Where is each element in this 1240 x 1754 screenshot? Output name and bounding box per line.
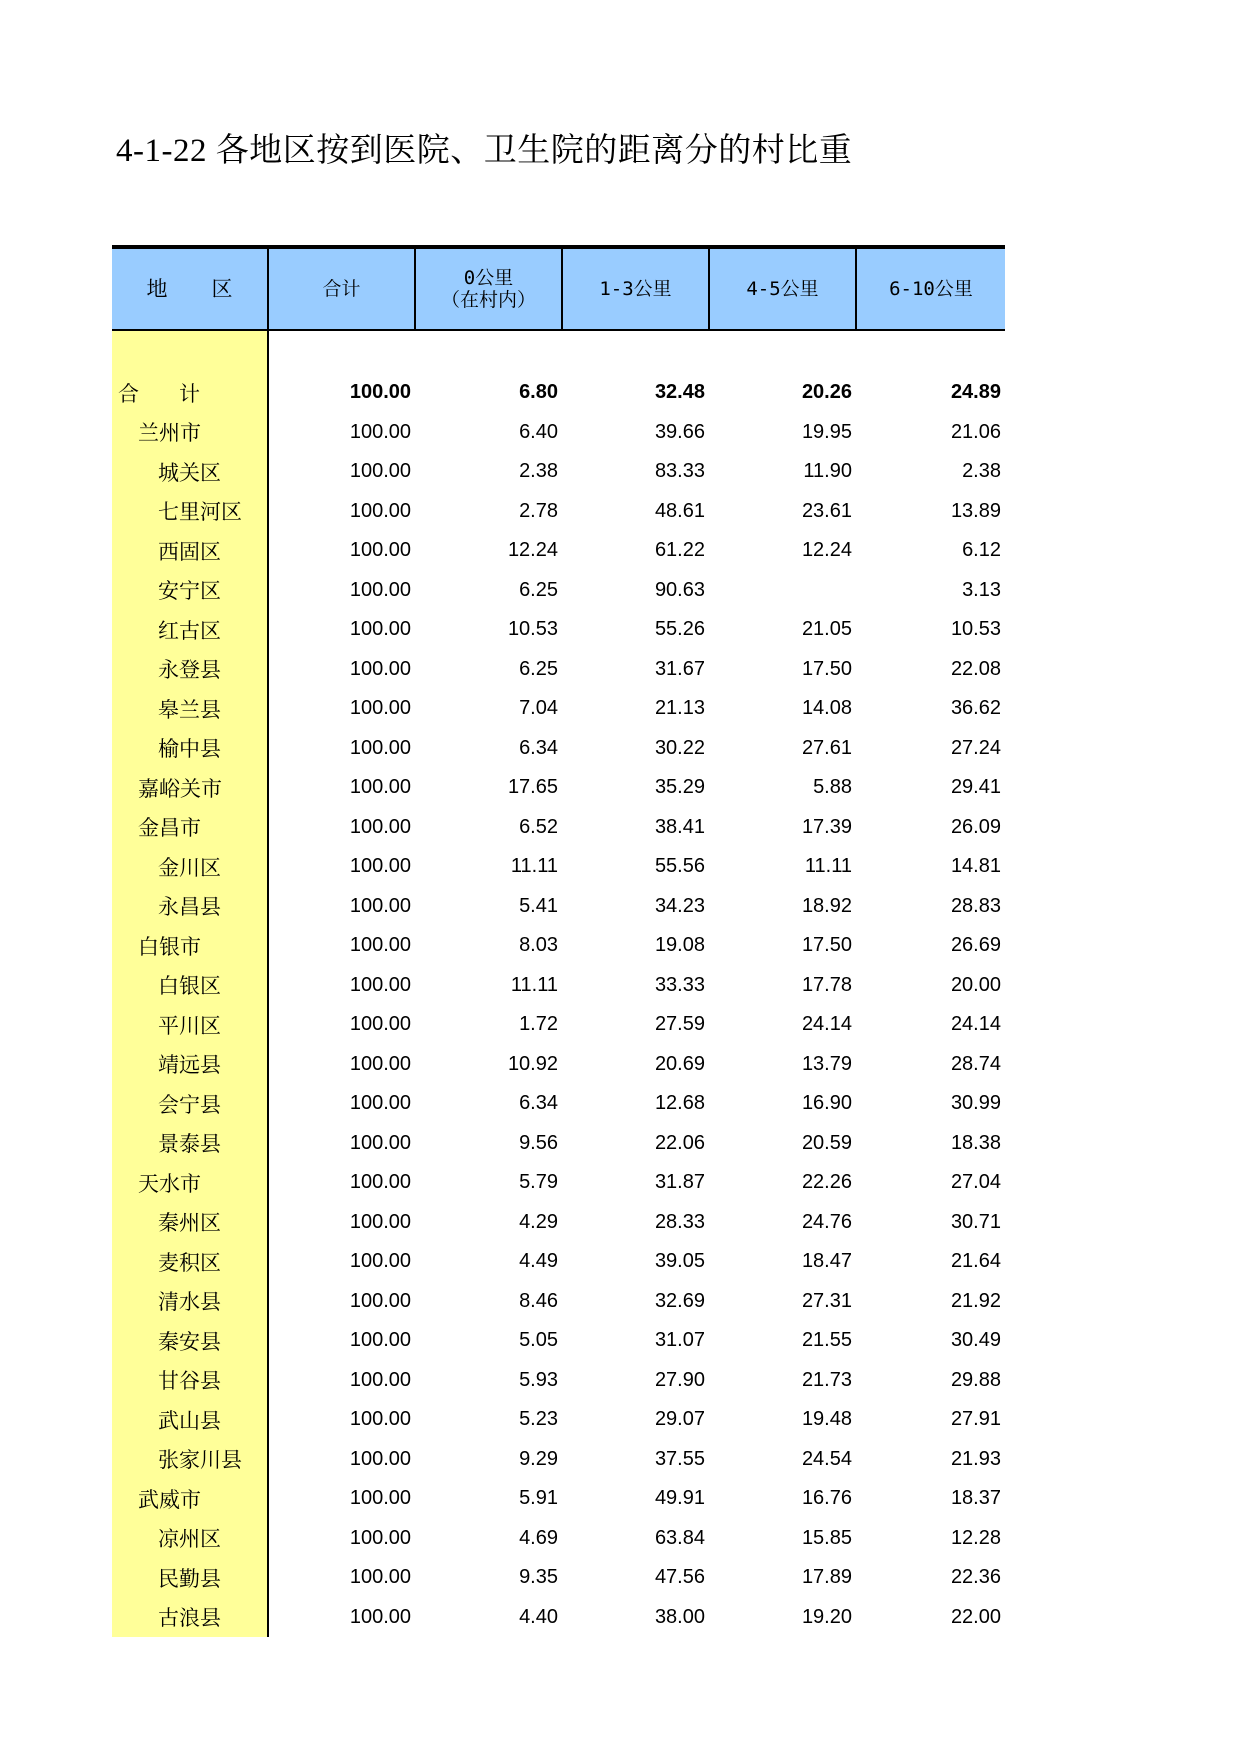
total-row: [112, 373, 1005, 413]
table-row: [112, 1163, 1005, 1203]
value-cell: 6.25: [519, 657, 558, 680]
region-name: 西固区: [112, 531, 268, 571]
value-cell: 6.12: [962, 539, 1001, 562]
value-cell: 83.33: [654, 460, 705, 483]
value-cell: 10.92: [507, 1052, 558, 1075]
table-row: [112, 887, 1005, 927]
value-cell: 9.29: [519, 1447, 558, 1470]
value-cell: 100.00: [349, 1447, 411, 1470]
value-cell: 9.35: [519, 1566, 558, 1589]
value-cell: 100.00: [349, 657, 411, 680]
value-cell: 100.00: [349, 420, 411, 443]
region-name: 景泰县: [112, 1124, 268, 1164]
value-cell: 39.66: [654, 420, 705, 443]
table-row: [112, 1321, 1005, 1361]
value-cell: 31.87: [654, 1171, 705, 1194]
header-1-3km: 1-3公里: [562, 247, 709, 330]
value-cell: 100.00: [349, 460, 411, 483]
header-4-5km: 4-5公里: [709, 247, 856, 330]
value-cell: 37.55: [654, 1447, 705, 1470]
region-name: 皋兰县: [112, 689, 268, 729]
value-cell: 26.69: [950, 934, 1001, 957]
value-cell: 30.99: [950, 1092, 1001, 1115]
value-cell: 11.11: [510, 855, 558, 878]
value-cell: 8.03: [519, 934, 558, 957]
table-row: [112, 1005, 1005, 1045]
table-row: [112, 689, 1005, 729]
header-region: 地 区: [112, 247, 268, 330]
value-cell: 19.20: [801, 1605, 852, 1628]
value-cell: 4.29: [519, 1210, 558, 1233]
value-cell: 21.73: [801, 1368, 852, 1391]
value-cell: 7.04: [519, 697, 558, 720]
table-row: [112, 847, 1005, 887]
table-row: [112, 1282, 1005, 1322]
total-cell: 32.48: [654, 381, 705, 404]
value-cell: 24.14: [950, 1013, 1001, 1036]
value-cell: 100.00: [349, 894, 411, 917]
value-cell: 18.47: [801, 1250, 852, 1273]
value-cell: 47.56: [654, 1566, 705, 1589]
value-cell: 24.14: [801, 1013, 852, 1036]
value-cell: 29.88: [950, 1368, 1001, 1391]
value-cell: 6.52: [519, 815, 558, 838]
value-cell: 100.00: [349, 618, 411, 641]
region-name: 武威市: [112, 1479, 268, 1519]
value-cell: 100.00: [349, 539, 411, 562]
value-cell: 4.49: [519, 1250, 558, 1273]
value-cell: 30.71: [950, 1210, 1001, 1233]
region-name: 秦安县: [112, 1321, 268, 1361]
region-name: 张家川县: [112, 1440, 268, 1480]
total-cell: 24.89: [950, 381, 1001, 404]
value-cell: 22.06: [654, 1131, 705, 1154]
table-row: [112, 452, 1005, 492]
value-cell: 15.85: [801, 1526, 852, 1549]
value-cell: 4.40: [519, 1605, 558, 1628]
value-cell: 20.69: [654, 1052, 705, 1075]
value-cell: 100.00: [349, 1289, 411, 1312]
value-cell: 28.33: [654, 1210, 705, 1233]
value-cell: 27.24: [950, 736, 1001, 759]
table-row: [112, 1598, 1005, 1638]
value-cell: 17.78: [801, 973, 852, 996]
value-cell: 3.13: [962, 578, 1001, 601]
value-cell: 19.08: [654, 934, 705, 957]
value-cell: 16.90: [801, 1092, 852, 1115]
value-cell: 24.54: [801, 1447, 852, 1470]
value-cell: 5.88: [813, 776, 852, 799]
region-name: 永昌县: [112, 887, 268, 927]
value-cell: 21.06: [950, 420, 1001, 443]
table-row: [112, 1242, 1005, 1282]
value-cell: 32.69: [654, 1289, 705, 1312]
region-name: 甘谷县: [112, 1361, 268, 1401]
value-cell: 38.00: [654, 1605, 705, 1628]
value-cell: 63.84: [654, 1526, 705, 1549]
value-cell: 100.00: [349, 1250, 411, 1273]
value-cell: 12.24: [507, 539, 558, 562]
value-cell: 6.34: [519, 736, 558, 759]
region-name: 古浪县: [112, 1598, 268, 1638]
region-name: 白银区: [112, 966, 268, 1006]
value-cell: 35.29: [654, 776, 705, 799]
value-cell: 100.00: [349, 736, 411, 759]
value-cell: 19.48: [801, 1408, 852, 1431]
region-name: 城关区: [112, 452, 268, 492]
value-cell: 55.26: [654, 618, 705, 641]
value-cell: 13.79: [801, 1052, 852, 1075]
region-name: 金川区: [112, 847, 268, 887]
value-cell: 18.92: [801, 894, 852, 917]
value-cell: 55.56: [654, 855, 705, 878]
value-cell: 10.53: [507, 618, 558, 641]
value-cell: 27.90: [654, 1368, 705, 1391]
value-cell: 100.00: [349, 1566, 411, 1589]
value-cell: 61.22: [654, 539, 705, 562]
value-cell: 100.00: [349, 1013, 411, 1036]
table-row: [112, 768, 1005, 808]
table-row: [112, 1124, 1005, 1164]
value-cell: 5.23: [519, 1408, 558, 1431]
value-cell: 30.22: [654, 736, 705, 759]
table-row: [112, 1479, 1005, 1519]
region-name: 武山县: [112, 1400, 268, 1440]
region-name: 平川区: [112, 1005, 268, 1045]
region-name: 安宁区: [112, 571, 268, 611]
value-cell: 100.00: [349, 776, 411, 799]
table-row: [112, 413, 1005, 453]
value-cell: 12.24: [801, 539, 852, 562]
value-cell: 34.23: [654, 894, 705, 917]
value-cell: 5.05: [519, 1329, 558, 1352]
region-name: 靖远县: [112, 1045, 268, 1085]
value-cell: 29.41: [950, 776, 1001, 799]
value-cell: 100.00: [349, 1131, 411, 1154]
region-name: 天水市: [112, 1163, 268, 1203]
value-cell: 38.41: [654, 815, 705, 838]
value-cell: 27.91: [950, 1408, 1001, 1431]
table-row: [112, 966, 1005, 1006]
value-cell: 29.07: [654, 1408, 705, 1431]
region-name: 民勤县: [112, 1558, 268, 1598]
value-cell: 21.92: [950, 1289, 1001, 1312]
value-cell: 22.08: [950, 657, 1001, 680]
header-0km: 0公里 （在村内）: [415, 247, 562, 330]
value-cell: 21.05: [801, 618, 852, 641]
value-cell: 100.00: [349, 697, 411, 720]
value-cell: 21.55: [801, 1329, 852, 1352]
region-name: 清水县: [112, 1282, 268, 1322]
value-cell: 100.00: [349, 1092, 411, 1115]
value-cell: 18.38: [950, 1131, 1001, 1154]
value-cell: 19.95: [801, 420, 852, 443]
value-cell: 5.79: [519, 1171, 558, 1194]
value-cell: 100.00: [349, 1329, 411, 1352]
value-cell: 21.93: [950, 1447, 1001, 1470]
table-row: [112, 610, 1005, 650]
value-cell: 100.00: [349, 1487, 411, 1510]
region-name: 金昌市: [112, 808, 268, 848]
table-row: [112, 571, 1005, 611]
table-row: [112, 1440, 1005, 1480]
region-name: 兰州市: [112, 413, 268, 453]
total-cell: 100.00: [349, 381, 411, 404]
value-cell: 100.00: [349, 815, 411, 838]
region-name: 七里河区: [112, 492, 268, 532]
region-name: 麦积区: [112, 1242, 268, 1282]
value-cell: 28.74: [950, 1052, 1001, 1075]
region-name: 凉州区: [112, 1519, 268, 1559]
value-cell: 11.11: [804, 855, 852, 878]
value-cell: 17.50: [801, 657, 852, 680]
value-cell: 27.31: [801, 1289, 852, 1312]
table-row: [112, 808, 1005, 848]
value-cell: 4.69: [519, 1526, 558, 1549]
table-row: [112, 492, 1005, 532]
value-cell: 100.00: [349, 1052, 411, 1075]
value-cell: 5.91: [519, 1487, 558, 1510]
table-row: [112, 1558, 1005, 1598]
value-cell: 14.08: [801, 697, 852, 720]
value-cell: 20.00: [950, 973, 1001, 996]
value-cell: 17.50: [801, 934, 852, 957]
value-cell: 27.61: [801, 736, 852, 759]
value-cell: 11.90: [803, 460, 852, 483]
total-row-label: 合 计: [112, 373, 268, 413]
page-title: 4-1-22 各地区按到医院、卫生院的距离分的村比重: [116, 133, 853, 169]
value-cell: 23.61: [801, 499, 852, 522]
value-cell: 12.28: [950, 1526, 1001, 1549]
value-cell: 1.72: [519, 1013, 558, 1036]
value-cell: 17.65: [507, 776, 558, 799]
table-row: [112, 1361, 1005, 1401]
table-row: [112, 1519, 1005, 1559]
value-cell: 100.00: [349, 1526, 411, 1549]
value-cell: 16.76: [801, 1487, 852, 1510]
value-cell: 18.37: [950, 1487, 1001, 1510]
value-cell: 22.00: [950, 1605, 1001, 1628]
table-row: [112, 1045, 1005, 1085]
value-cell: 33.33: [654, 973, 705, 996]
value-cell: 11.11: [510, 973, 558, 996]
value-cell: 100.00: [349, 1408, 411, 1431]
value-cell: 17.39: [801, 815, 852, 838]
value-cell: 14.81: [950, 855, 1001, 878]
table-row: [112, 729, 1005, 769]
value-cell: 9.56: [519, 1131, 558, 1154]
value-cell: 6.40: [519, 420, 558, 443]
value-cell: 5.41: [519, 894, 558, 917]
table-row: [112, 926, 1005, 966]
value-cell: 6.34: [519, 1092, 558, 1115]
total-cell: 20.26: [801, 381, 852, 404]
total-cell: 6.80: [519, 381, 558, 404]
value-cell: 5.93: [519, 1368, 558, 1391]
region-name: 白银市: [112, 926, 268, 966]
value-cell: 100.00: [349, 934, 411, 957]
value-cell: 100.00: [349, 1171, 411, 1194]
value-cell: 20.59: [801, 1131, 852, 1154]
header-row: [112, 247, 1005, 330]
value-cell: 27.04: [950, 1171, 1001, 1194]
value-cell: 48.61: [654, 499, 705, 522]
region-name: 秦州区: [112, 1203, 268, 1243]
value-cell: 8.46: [519, 1289, 558, 1312]
value-cell: 21.64: [950, 1250, 1001, 1273]
value-cell: 26.09: [950, 815, 1001, 838]
value-cell: 100.00: [349, 578, 411, 601]
value-cell: 17.89: [801, 1566, 852, 1589]
region-name: 嘉峪关市: [112, 768, 268, 808]
value-cell: [709, 571, 856, 611]
table-row: [112, 650, 1005, 690]
value-cell: 6.25: [519, 578, 558, 601]
value-cell: 39.05: [654, 1250, 705, 1273]
value-cell: 24.76: [801, 1210, 852, 1233]
value-cell: 100.00: [349, 1210, 411, 1233]
value-cell: 31.07: [654, 1329, 705, 1352]
header-6-10km: 6-10公里: [856, 247, 1005, 330]
region-name: 永登县: [112, 650, 268, 690]
table-row: [112, 1084, 1005, 1124]
value-cell: 13.89: [950, 499, 1001, 522]
value-cell: 21.13: [654, 697, 705, 720]
value-cell: 27.59: [654, 1013, 705, 1036]
region-name: 榆中县: [112, 729, 268, 769]
value-cell: 22.36: [950, 1566, 1001, 1589]
value-cell: 100.00: [349, 855, 411, 878]
value-cell: 90.63: [654, 578, 705, 601]
value-cell: 100.00: [349, 499, 411, 522]
value-cell: 100.00: [349, 1368, 411, 1391]
value-cell: 22.26: [801, 1171, 852, 1194]
value-cell: 2.38: [519, 460, 558, 483]
value-cell: 2.38: [962, 460, 1001, 483]
value-cell: 100.00: [349, 973, 411, 996]
value-cell: 28.83: [950, 894, 1001, 917]
data-table: [112, 245, 1005, 1637]
value-cell: 10.53: [950, 618, 1001, 641]
table-row: [112, 1203, 1005, 1243]
value-cell: 30.49: [950, 1329, 1001, 1352]
value-cell: 31.67: [654, 657, 705, 680]
region-name: 会宁县: [112, 1084, 268, 1124]
spacer-row: [112, 330, 1005, 373]
value-cell: 12.68: [654, 1092, 705, 1115]
value-cell: 49.91: [654, 1487, 705, 1510]
value-cell: 36.62: [950, 697, 1001, 720]
region-name: 红古区: [112, 610, 268, 650]
header-total: 合计: [268, 247, 415, 330]
table-row: [112, 531, 1005, 571]
table-row: [112, 1400, 1005, 1440]
value-cell: 2.78: [519, 499, 558, 522]
value-cell: 100.00: [349, 1605, 411, 1628]
